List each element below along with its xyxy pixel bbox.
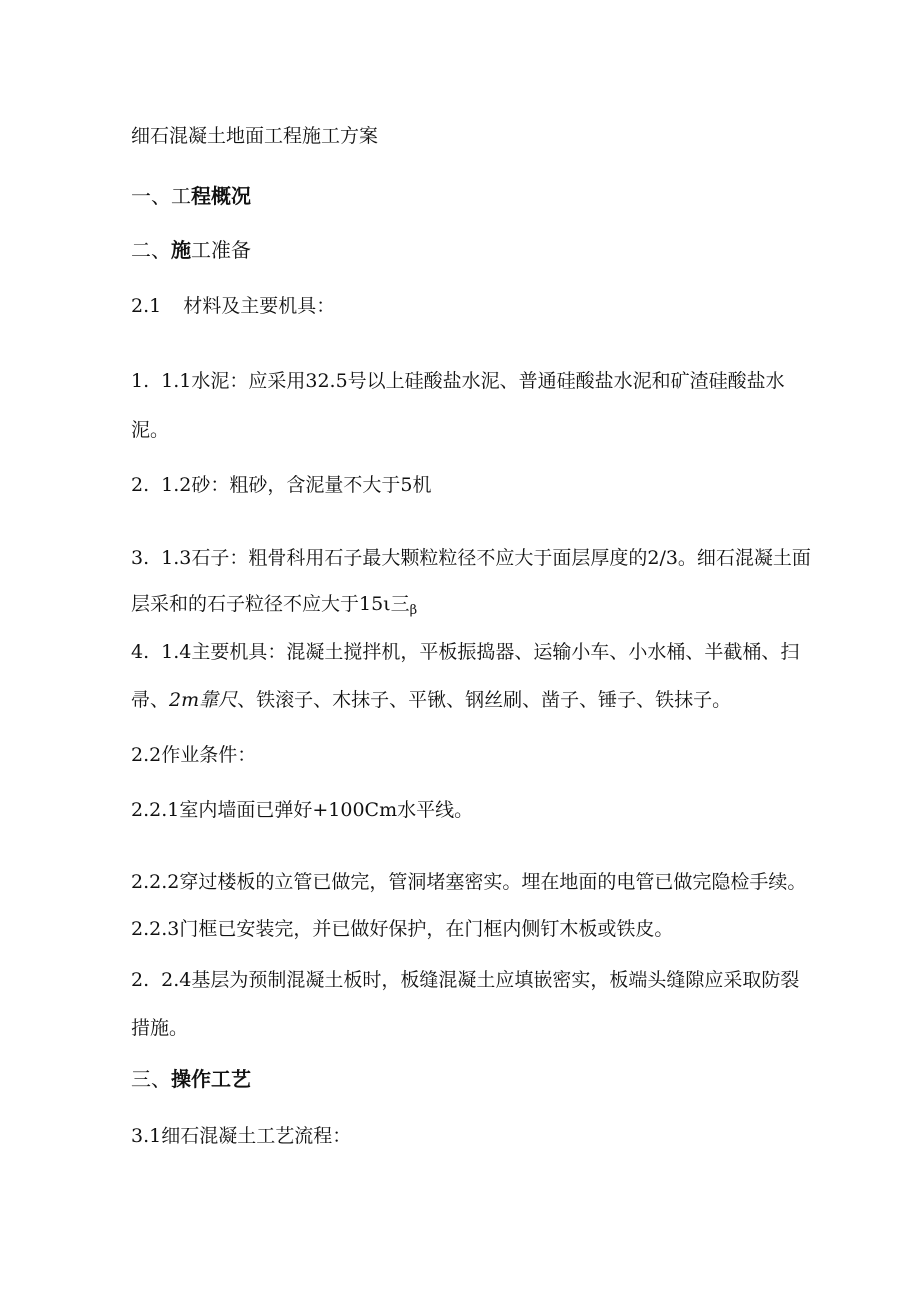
item-cement-line-2: 泥。 [131, 419, 170, 441]
item-stone-line-2: 层采和的石子粒径不应大于15ι三$_\beta$ [131, 593, 418, 618]
item-sand: 2. 1.2砂：粗砂，含泥量不大于5机 [131, 474, 432, 496]
item-2-2-2: 2.2.2穿过楼板的立管已做完，管洞堵塞密实。埋在地面的电管已做完隐检手续。 [131, 871, 807, 893]
subsection-3-1: 3.1细石混凝土工艺流程： [131, 1125, 352, 1147]
document-title: 细石混凝土地面工程施工方案 [131, 125, 379, 147]
item-stone-line-1: 3. 1.3石子：粗骨科用石子最大颗粒粒径不应大于面层厚度的2/3。细石混凝土面 [131, 547, 811, 569]
item-2-2-1: 2.2.1室内墙面已弹好+100Cm水平线。 [131, 799, 474, 821]
item-2-2-4-line-1: 2. 2.4基层为预制混凝土板时，板缝混凝土应填嵌密实，板端头缝隙应采取防裂 [131, 969, 800, 991]
subsection-2-1: 2.1 材料及主要机具： [131, 295, 336, 317]
item-tools-line-1: 4. 1.4主要机具：混凝土搅拌机，平板振捣器、运输小车、小水桶、半截桶、扫 [131, 641, 800, 663]
section-heading-1: 一、工程概况 [131, 184, 251, 208]
item-tools-line-2: 帚、2m靠尺、铁滚子、木抹子、平锹、钢丝刷、凿子、锤子、铁抹子。 [131, 689, 732, 711]
subsection-2-2: 2.2作业条件： [131, 744, 257, 766]
item-2-2-4-line-2: 措施。 [131, 1017, 189, 1039]
section-heading-3: 三、操作工艺 [131, 1067, 251, 1091]
item-2-2-3: 2.2.3门框已安装完，并已做好保护，在门框内侧钉木板或铁皮。 [131, 918, 674, 940]
item-cement-line-1: 1. 1.1水泥：应采用32.5号以上硅酸盐水泥、普通硅酸盐水泥和矿渣硅酸盐水 [131, 370, 785, 392]
section-heading-2: 二、施工准备 [131, 238, 251, 262]
